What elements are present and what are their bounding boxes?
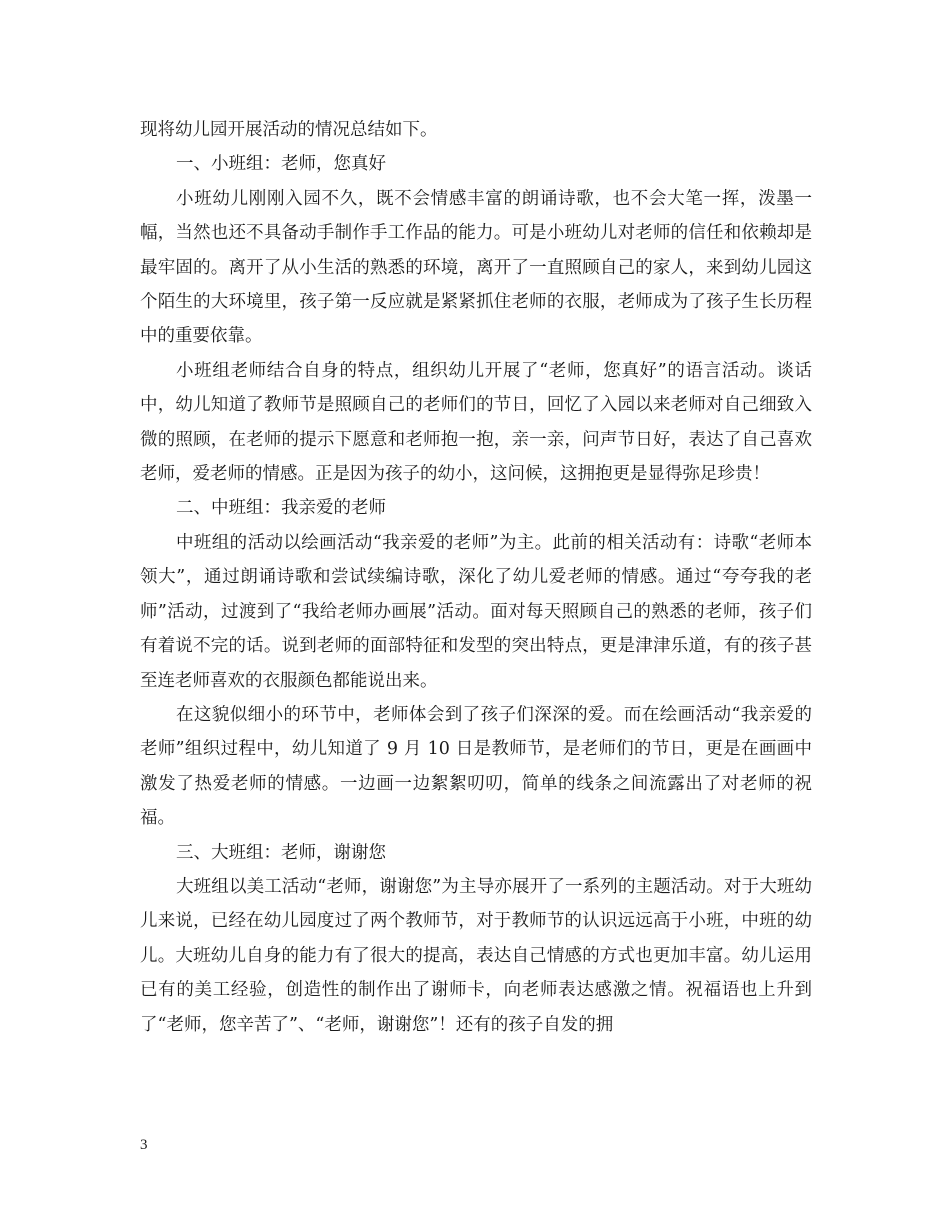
section-heading-small-class: 一、小班组：老师，您真好 bbox=[176, 154, 386, 175]
paragraph-intro: 现将幼儿园开展活动的情况总结如下。 bbox=[140, 120, 438, 140]
paragraph-middle-class-activity: 中班组的活动以绘画活动“我亲爱的老师”为主。此前的相关活动有：诗歌“老师本领大”，通过朗诵诗歌和尝试续编诗歌，深化了幼儿爱老师的情感。通过“夸夸我的老师”活动，过渡到了“我给老师办画展”活动。面对每天照顾自己的熟悉的老师，孩子们有着说不完的话。说到老师的面部特征和发型的突出特点，更是津津乐道，有的孩子甚至连老师喜欢的衣服颜色都能说出来。 bbox=[140, 532, 812, 691]
paragraph-large-class-activity: 大班组以美工活动“老师，谢谢您”为主导亦展开了一系列的主题活动。对于大班幼儿来说，已经在幼儿园度过了两个教师节，对于教师节的认识远远高于小班，中班的幼儿。大班幼儿自身的能力有了很大的提高，表达自己情感的方式也更加丰富。幼儿运用已有的美工经验，创造性的制作出了谢师卡，向老师表达感激之情。祝福语也上升到了“老师，您辛苦了”、“老师，谢谢您”！还有的孩子自发的拥 bbox=[140, 876, 812, 1035]
document-body bbox=[140, 113, 812, 1042]
section-heading-middle-class: 二、中班组：我亲爱的老师 bbox=[176, 498, 386, 519]
section-heading-large-class: 三、大班组：老师，谢谢您 bbox=[176, 842, 386, 863]
page-number: 3 bbox=[140, 1137, 148, 1153]
paragraph-middle-class-drawing: 在这貌似细小的环节中，老师体会到了孩子们深深的爱。而在绘画活动“我亲爱的老师”组织过程中，幼儿知道了 9 月 10 日是教师节，是老师们的节日，更是在画画中激发了热爱老师的情感。一边画一边絮絮叨叨，简单的线条之间流露出了对老师的祝福。 bbox=[140, 704, 812, 829]
paragraph-small-class-background: 小班幼儿刚刚入园不久，既不会情感丰富的朗诵诗歌，也不会大笔一挥，泼墨一幅，当然也还不具备动手制作手工作品的能力。可是小班幼儿对老师的信任和依赖却是最牢固的。离开了从小生活的熟悉的环境，离开了一直照顾自己的家人，来到幼儿园这个陌生的大环境里，孩子第一反应就是紧紧抓住老师的衣服，老师成为了孩子生长历程中的重要依靠。 bbox=[140, 188, 812, 347]
paragraph-small-class-activity: 小班组老师结合自身的特点，组织幼儿开展了“老师，您真好”的语言活动。谈话中，幼儿知道了教师节是照顾自己的老师们的节日，回忆了入园以来老师对自己细致入微的照顾，在老师的提示下愿意和老师抱一抱，亲一亲，问声节日好，表达了自己喜欢老师，爱老师的情感。正是因为孩子的幼小，这问候，这拥抱更是显得弥足珍贵！ bbox=[140, 360, 812, 485]
